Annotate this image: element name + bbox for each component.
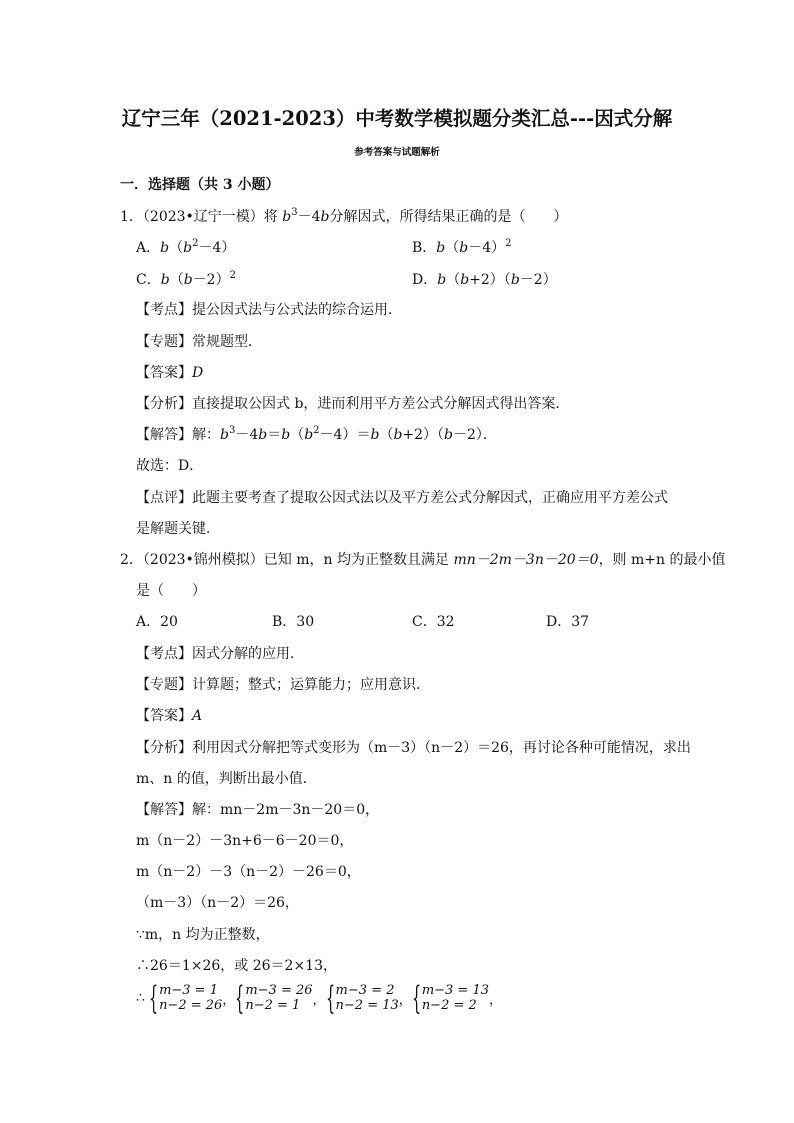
q2-kaodian: 【考点】因式分解的应用．	[136, 646, 304, 662]
q1-stem-prefix: 1．（2023•辽宁一模）将	[120, 209, 283, 225]
equation-top: m−3 = 2	[335, 983, 395, 998]
system-equations	[336, 983, 399, 1013]
q2-solution-line1: 【解答】解：mn－2m－3n－20＝0，	[136, 802, 380, 818]
q1-option-d: D．b（b+2）（b－2）	[412, 272, 557, 288]
equation-bottom: n−2 = 13	[335, 998, 399, 1013]
q2-solution-line6: ∴26＝1×26，或 26＝2×13，	[136, 958, 337, 974]
equation-system	[149, 979, 236, 1017]
equation-bottom: n−2 = 26	[159, 998, 223, 1013]
q1-comment-line1: 【点评】此题主要考查了提取公因式法以及平方差公式分解因式，正确应用平方差公式	[136, 490, 668, 506]
q1-analysis: 【分析】直接提取公因式 b，进而利用平方差公式分解因式得出答案．	[136, 396, 570, 412]
q1-zhuanti: 【专题】常规题型．	[136, 334, 262, 350]
therefore-symbol: ∴	[136, 990, 145, 1006]
q2-equation-systems	[136, 979, 503, 1017]
section-heading: 一．选择题（共 3 小题）	[120, 177, 280, 193]
separator: ，	[222, 993, 236, 1008]
q2-solution-line5: ∵m，n 均为正整数，	[136, 927, 270, 943]
q1-choice: 故选：D．	[136, 458, 204, 474]
q2-solution-line2: m（n－2）－3n+6－6－20＝0，	[136, 833, 354, 849]
q1-comment-line2: 是解题关键．	[136, 521, 220, 537]
q2-solution-line3: m（n－2）－3（n－2）－26＝0，	[136, 864, 361, 880]
separator: ，	[312, 993, 326, 1008]
system-equations	[245, 983, 312, 1013]
equation-system	[235, 979, 326, 1017]
separator: ，	[398, 993, 412, 1008]
q2-stem: 2．（2023•锦州模拟）已知 m，n 均为正整数且满足 mn－2m－3n－20＝0，则 m+n 的最小值	[120, 552, 726, 568]
system-equations	[159, 983, 222, 1013]
brace-symbol: {	[235, 979, 245, 1017]
equation-top: m−3 = 13	[421, 983, 490, 998]
q2-option-d: D．37	[546, 614, 590, 630]
q2-option-c: C．32	[412, 614, 455, 630]
q1-option-b: B．$b(b-4)^2$	[412, 238, 512, 256]
equation-bottom: n−2 = 1	[245, 998, 301, 1013]
q2-answer: 【答案】A	[136, 708, 203, 724]
q2-stem-line2: 是（ ）	[136, 583, 206, 599]
q2-option-a: A．20	[136, 614, 178, 630]
q1-kaodian: 【考点】提公因式法与公式法的综合运用．	[136, 302, 402, 318]
q1-stem: 1．（2023•辽宁一模）将 $b^3-4b$分解因式，所得结果正确的是（ ）	[120, 207, 568, 225]
q1-option-a: A．$b(b^2-4)$	[136, 238, 236, 256]
q1-answer: 【答案】D	[136, 365, 204, 381]
page-subtitle: 参考答案与试题解析	[354, 147, 440, 158]
q2-analysis-line1: 【分析】利用因式分解把等式变形为（m－3）（n－2）＝26，再讨论各种可能情况，求出	[136, 740, 691, 756]
brace-symbol: {	[411, 979, 421, 1017]
systems-row	[149, 979, 503, 1017]
equation-system	[411, 979, 503, 1017]
system-equations	[422, 983, 489, 1013]
q1-stem-suffix: 分解因式，所得结果正确的是（ ）	[329, 209, 568, 225]
equation-bottom: n−2 = 2	[421, 998, 477, 1013]
q2-analysis-line2: m、n 的值，判断出最小值．	[136, 771, 317, 787]
q1-solution: 【解答】解：$b^3-4b=b(b^2-4)=b(b+2)(b-2)$．	[136, 425, 497, 443]
equation-top: m−3 = 26	[245, 983, 313, 998]
q2-zhuanti: 【专题】计算题；整式；运算能力；应用意识．	[136, 677, 430, 693]
separator: ，	[489, 993, 503, 1008]
equation-top: m−3 = 1	[159, 983, 218, 998]
equation-system	[325, 979, 412, 1017]
brace-symbol: {	[325, 979, 335, 1017]
page-title: 辽宁三年（2021-2023）中考数学模拟题分类汇总---因式分解	[121, 107, 673, 130]
q2-option-b: B．30	[272, 614, 315, 630]
brace-symbol: {	[149, 979, 159, 1017]
q2-solution-line4: （m－3）（n－2）＝26，	[136, 895, 299, 911]
q1-option-c: C．$b(b-2)^2$	[136, 270, 236, 288]
